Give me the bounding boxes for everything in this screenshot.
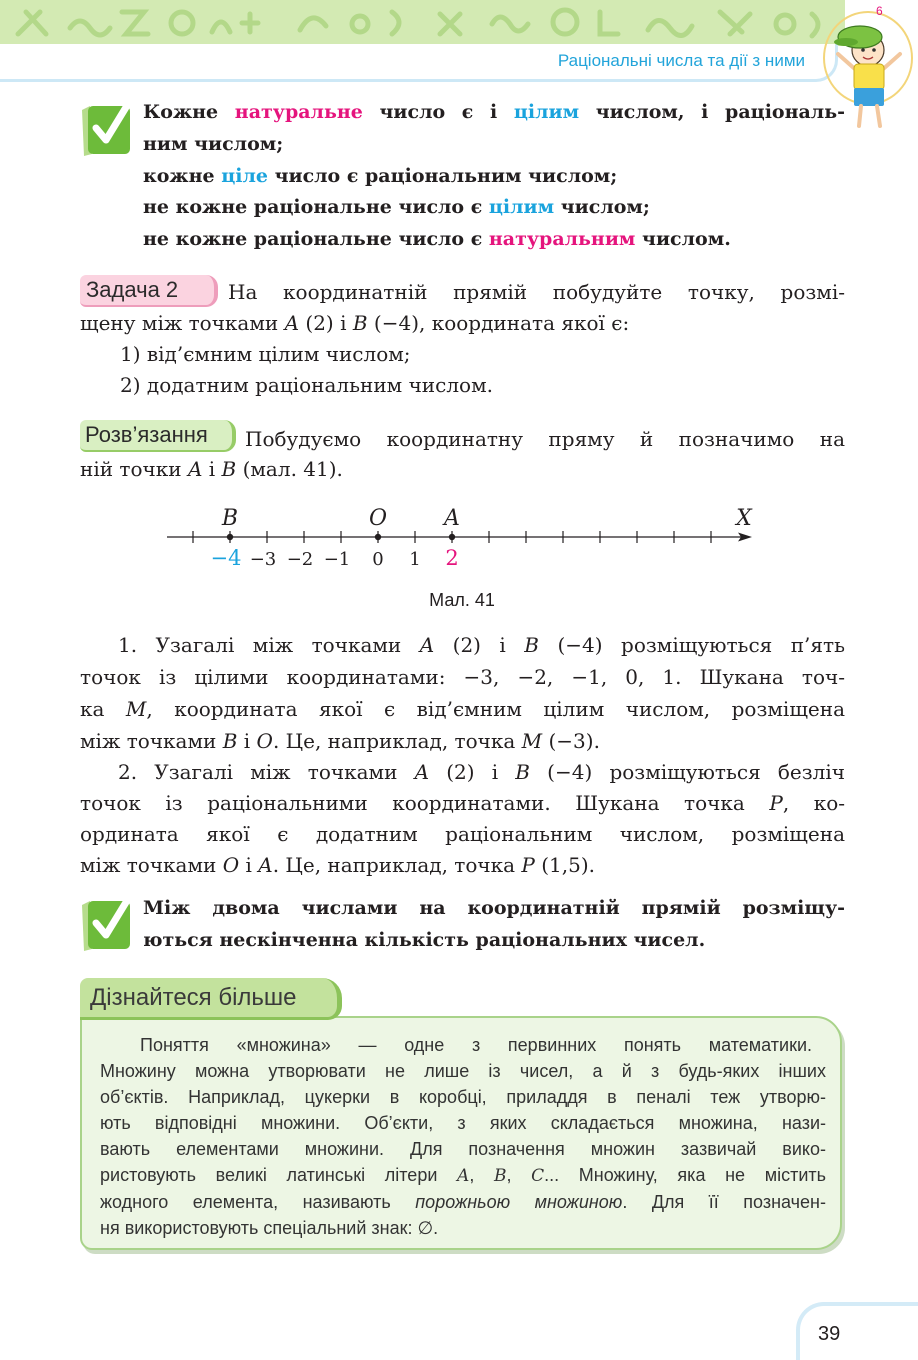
point-variable: P	[769, 791, 783, 815]
text-line	[80, 629, 845, 661]
point-variable: O	[256, 729, 273, 753]
text-line	[100, 1032, 812, 1058]
text-run: числом, і раціональ-	[579, 101, 845, 123]
highlight-integer: цілим	[488, 196, 555, 219]
text-run: (2) і	[429, 760, 516, 784]
point-variable: B	[222, 729, 238, 753]
point-dot	[375, 534, 381, 540]
text-run: ній точки	[80, 457, 188, 481]
text-run: ордината якої є додатним раціональним числом, розміщена	[80, 822, 845, 846]
text-run: , ко-	[782, 791, 846, 815]
text-run: . Це, наприклад, точка	[272, 853, 522, 877]
text-line	[80, 308, 845, 339]
page-number: 39	[818, 1323, 841, 1345]
task-text	[80, 277, 845, 401]
text-run: не кожне раціональне число є	[143, 196, 489, 219]
text-run: (1,5).	[534, 853, 596, 877]
text-line	[100, 1136, 826, 1162]
text-line	[80, 661, 845, 693]
text-run: . Для її позначен-	[622, 1192, 826, 1212]
number-line-figure	[0, 495, 918, 575]
text-run: Кожне	[143, 101, 235, 123]
point-variable: B	[221, 457, 237, 481]
text-line	[80, 788, 845, 819]
text-run: На координатній прямій побудуйте точку, розмі-	[228, 280, 845, 304]
text-line	[80, 819, 845, 850]
point-variable: A	[187, 457, 203, 481]
text-run: ... Множину, яка не містить	[544, 1165, 826, 1185]
paragraph-1	[80, 629, 845, 757]
text-run: Поняття «множина» — одне з первинних понять математики.	[140, 1035, 812, 1055]
text-run: ристовують великі латинські літери	[100, 1165, 458, 1185]
text-run: точок із раціональними координатами. Шукана точка	[80, 791, 770, 815]
text-run: число є раціональним числом;	[267, 164, 618, 187]
text-run: 1. Узагалі між точками	[118, 633, 420, 657]
solution-label: Розв’язання	[80, 420, 236, 452]
text-line	[100, 1084, 826, 1110]
point-variable: A	[284, 311, 300, 335]
text-run: ються нескінченна кількість раціональних чисел.	[143, 929, 706, 951]
text-run: Між двома числами на координатній прямій розміщу-	[143, 897, 845, 919]
highlight-integer: цілим	[513, 101, 580, 123]
point-label: A	[444, 506, 460, 531]
mascot-mark: 6	[876, 4, 883, 18]
text-line	[80, 424, 845, 454]
rule-block-2	[143, 892, 845, 956]
point-variable: A	[414, 760, 430, 784]
point-label: O	[368, 506, 388, 531]
rule-line	[143, 892, 845, 924]
text-line	[80, 850, 845, 881]
header-doodle-band	[0, 0, 845, 46]
point-label: B	[221, 506, 239, 531]
text-run: (−4), координата якої є:	[367, 311, 630, 335]
paragraph-2	[80, 757, 845, 881]
point-dot	[449, 534, 455, 540]
text-run: ,	[506, 1165, 532, 1185]
highlight-integer: ціле	[221, 164, 268, 187]
text-run: число є і	[362, 101, 514, 123]
rule-line	[143, 192, 845, 224]
text-run: (2) і	[299, 311, 353, 335]
set-variable: C	[531, 1166, 545, 1186]
point-variable: A	[258, 853, 273, 877]
text-run: кожне	[143, 164, 222, 187]
text-run: числом;	[554, 196, 650, 219]
highlight-natural: натуральним	[488, 228, 636, 251]
text-run: об’єктів. Наприклад, цукерки в коробці, приладдя в пеналі теж утворю-	[100, 1087, 826, 1107]
text-run: і	[202, 457, 222, 481]
text-run: ня використовують спеціальний знак: ∅.	[100, 1218, 439, 1238]
point-variable: M	[125, 697, 147, 721]
point-variable: B	[352, 311, 368, 335]
text-run: Множину можна утворювати не лише із чисел, а й з будь-яких інших	[100, 1061, 826, 1081]
text-run: ним числом;	[143, 132, 284, 155]
checkmark-icon	[78, 98, 134, 158]
page-number-tab	[796, 1302, 918, 1360]
point-variable: A	[419, 633, 435, 657]
text-run: ка	[80, 697, 126, 721]
text-run: між точками	[80, 853, 223, 877]
text-run: числом.	[635, 228, 731, 251]
text-line	[100, 1162, 826, 1189]
text-run: (мал. 41).	[236, 457, 343, 481]
text-run: щену між точками	[80, 311, 285, 335]
text-run: не кожне раціональне число є	[143, 228, 489, 251]
text-run: (−4) розміщуються п’ять	[539, 633, 845, 657]
section-title: Раціональні числа та дії з ними	[557, 51, 805, 70]
text-line	[80, 725, 845, 757]
point-variable: O	[222, 853, 240, 877]
rule-line	[143, 129, 845, 161]
text-run: і	[237, 729, 257, 753]
text-line	[100, 1110, 826, 1136]
point-dot	[227, 534, 233, 540]
solution-text	[80, 424, 845, 484]
figure-caption: Мал. 41	[429, 590, 495, 610]
task-label: Задача 2	[80, 275, 218, 307]
tick-label: 1	[409, 549, 421, 570]
text-run: (−4) розміщуються безліч	[530, 760, 845, 784]
rule-line	[143, 97, 845, 129]
tick-label: −2	[286, 549, 314, 570]
set-variable: B	[493, 1166, 507, 1186]
tick-label: 2	[445, 546, 459, 570]
text-run: Побудуємо координатну пряму й позначимо на	[245, 427, 845, 451]
text-line	[80, 277, 845, 308]
text-run: 2. Узагалі між точками	[118, 760, 415, 784]
rule-line	[143, 924, 845, 956]
emphasis-term: порожньою множиною	[415, 1192, 623, 1212]
checkmark-icon	[78, 893, 134, 953]
axis-label: X	[736, 506, 752, 531]
text-run: ,	[469, 1165, 494, 1185]
section-title-bar	[0, 44, 838, 82]
tick-label: 0	[372, 549, 384, 570]
text-run: (2) і	[434, 633, 525, 657]
text-run: і	[239, 853, 259, 877]
point-variable: B	[524, 633, 539, 657]
text-run: , координата якої є від’ємним цілим числом, розміщена	[146, 697, 846, 721]
tick-label: −3	[249, 549, 277, 570]
text-line	[80, 693, 845, 725]
learn-more-text	[100, 1032, 826, 1241]
text-run: між точками	[80, 729, 223, 753]
rule-line	[143, 161, 845, 193]
text-line	[100, 1215, 826, 1241]
text-run: вають елементами множини. Для позначення множин зазвичай вико-	[100, 1139, 826, 1159]
text-run: жодного елемента, називають	[100, 1192, 416, 1212]
highlight-natural: натуральне	[234, 101, 363, 123]
text-run: 1) від’ємним цілим числом;	[120, 342, 411, 366]
tick-label: −4	[210, 546, 242, 570]
task-item	[80, 370, 845, 401]
tick-label: −1	[323, 549, 351, 570]
text-line	[80, 757, 845, 788]
set-variable: A	[457, 1166, 470, 1186]
task-item	[80, 339, 845, 370]
text-run: 2) додатним раціональним числом.	[120, 373, 493, 397]
rule-line	[143, 224, 845, 256]
learn-more-title: Дізнайтеся більше	[80, 978, 342, 1020]
text-run: ють відповідні множини. Об’єкти, з яких складається множина, нази-	[100, 1113, 826, 1133]
text-run: . Це, наприклад, точка	[272, 729, 522, 753]
text-line	[80, 454, 845, 484]
text-line	[100, 1189, 826, 1215]
point-variable: B	[515, 760, 530, 784]
text-run: (−3).	[542, 729, 600, 753]
text-run: точок із цілими координатами: −3, −2, −1, 0, 1. Шукана точ-	[80, 665, 845, 689]
point-variable: M	[521, 729, 543, 753]
text-line	[100, 1058, 826, 1084]
point-variable: P	[521, 853, 535, 877]
rule-block-1	[143, 97, 845, 256]
